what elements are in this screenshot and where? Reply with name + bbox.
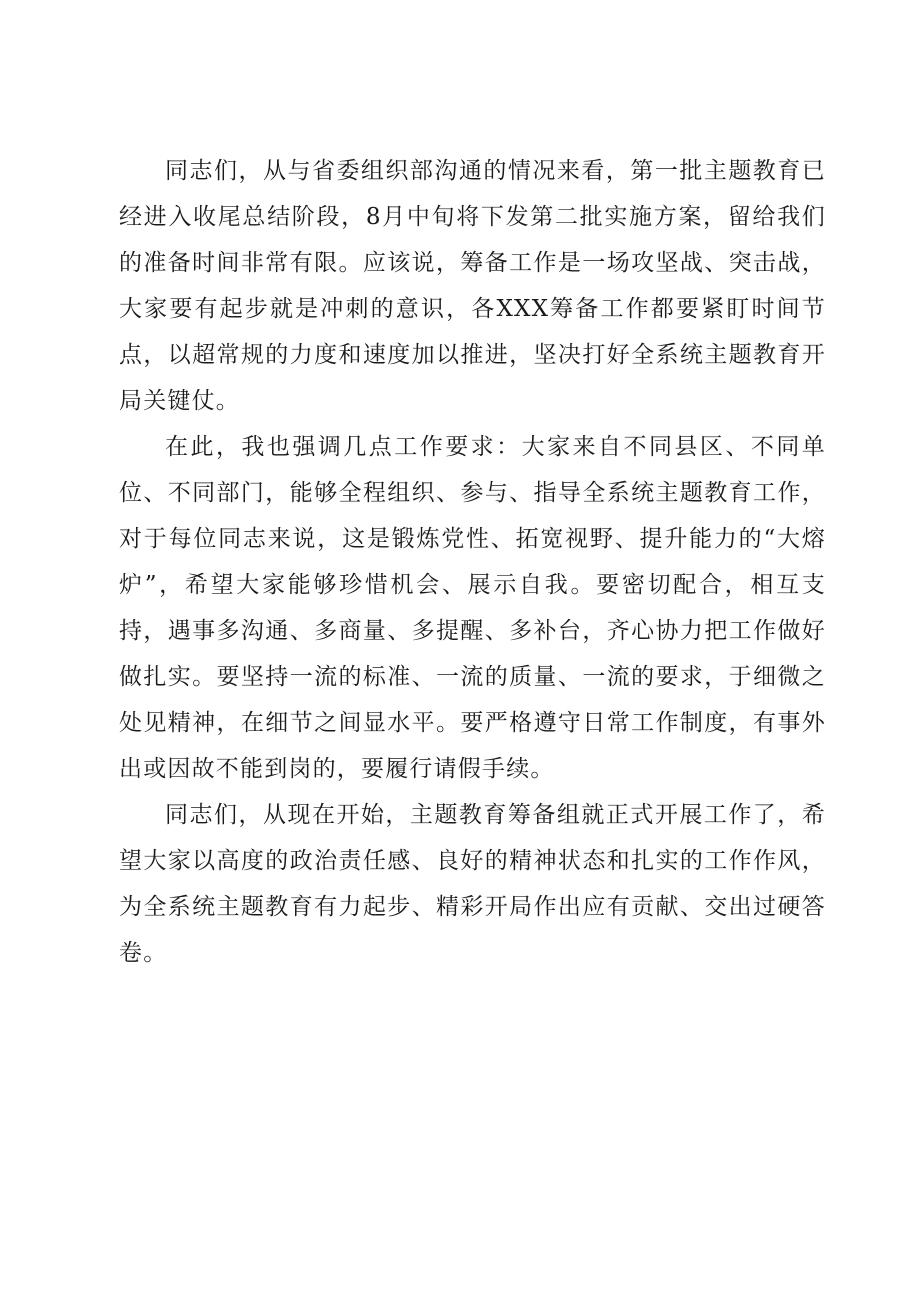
paragraph-3: 同志们，从现在开始，主题教育筹备组就正式开展工作了，希望大家以高度的政治责任感、良好的精神状态和扎实的工作作风，为全系统主题教育有力起步、精彩开局作出应有贡献、交出过硬答卷。 bbox=[119, 802, 826, 966]
paragraph-1: 同志们，从与省委组织部沟通的情况来看，第一批主题教育已经进入收尾总结阶段，8月中旬将下发第二批实施方案，留给我们的准备时间非常有限。应该说，筹备工作是一场攻坚战、突击战，大家要有起步就是冲刺的意识，各XXX筹备工作都要紧盯时间节点，以超常规的力度和速度加以推进，坚决打好全系统主题教育开局关键仗。 bbox=[119, 158, 826, 414]
document-body bbox=[119, 148, 826, 976]
paragraph-2: 在此，我也强调几点工作要求：大家来自不同县区、不同单位、不同部门，能够全程组织、参与、指导全系统主题教育工作，对于每位同志来说，这是锻炼党性、拓宽视野、提升能力的“大熔炉”，希望大家能够珍惜机会、展示自我。要密切配合，相互支持，遇事多沟通、多商量、多提醒、多补台，齐心协力把工作做好做扎实。要坚持一流的标准、一流的质量、一流的要求，于细微之处见精神，在细节之间显水平。要严格遵守日常工作制度，有事外出或因故不能到岗的，要履行请假手续。 bbox=[119, 434, 826, 782]
